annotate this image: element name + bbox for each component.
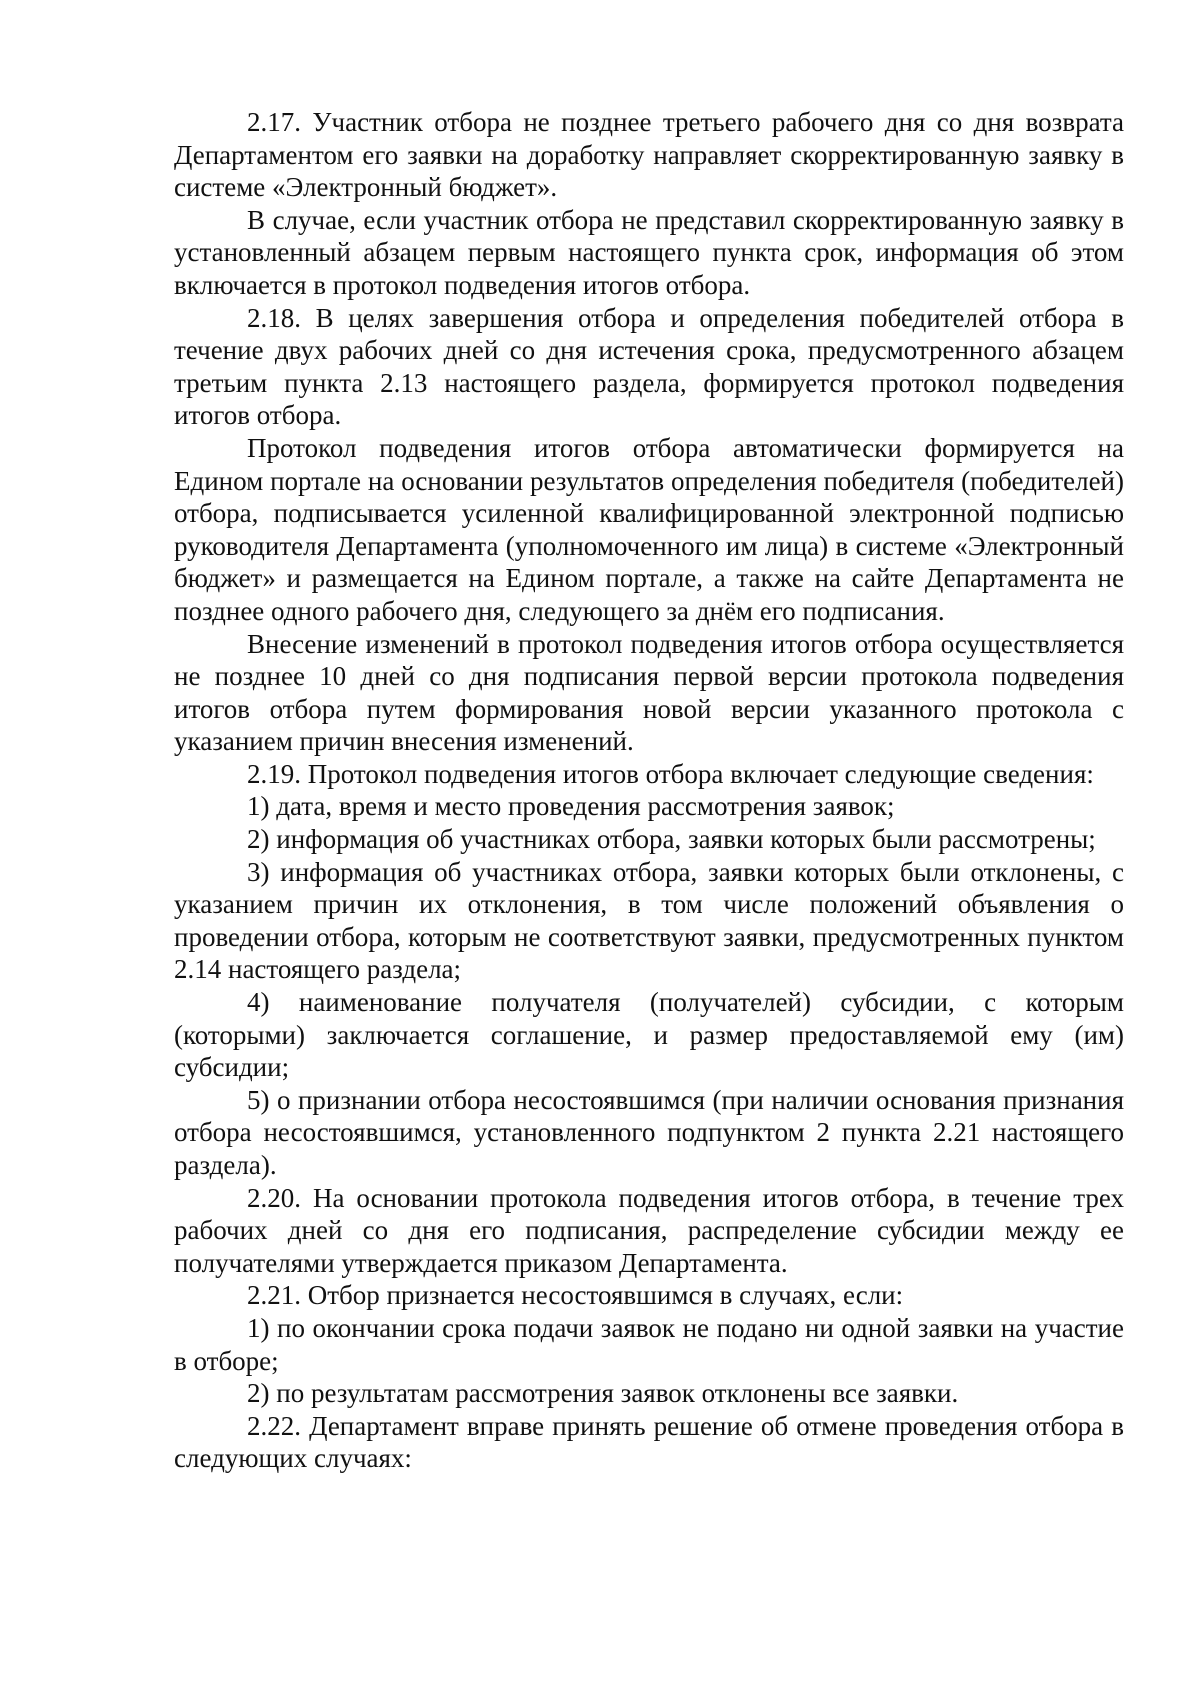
document-page xyxy=(174,106,1124,1475)
paragraph-2-19: 2.19. Протокол подведения итогов отбора включает следующие сведения: xyxy=(247,758,1094,789)
list-item-2-21-1: 1) по окончании срока подачи заявок не подано ни одной заявки на участие в отборе; xyxy=(174,1312,1124,1376)
paragraph-2-22: 2.22. Департамент вправе принять решение об отмене проведения отбора в следующих случаях: xyxy=(174,1410,1124,1474)
list-item-2-19-3: 3) информация об участниках отбора, заявки которых были отклонены, с указанием причин их отклонения, в том числе положений объявления о проведении отбора, которым не соответствуют заявки, предусмотренных пунктом 2.14 настоящего раздела; xyxy=(174,856,1124,985)
paragraph-2-21: 2.21. Отбор признается несостоявшимся в случаях, если: xyxy=(247,1280,904,1311)
list-item-2-19-4: 4) наименование получателя (получателей) субсидии, с которым (которыми) заключается соглашение, и размер предоставляемой ему (им) субсидии; xyxy=(174,987,1124,1083)
paragraph-2-20: 2.20. На основании протокола подведения итогов отбора, в течение трех рабочих дней со дня его подписания, распределение субсидии между ее получателями утверждается приказом Департамента. xyxy=(174,1182,1124,1278)
list-item-2-19-1: 1) дата, время и место проведения рассмотрения заявок; xyxy=(247,791,895,822)
list-item-2-19-2: 2) информация об участниках отбора, заявки которых были рассмотрены; xyxy=(247,824,1096,855)
paragraph-2-18: 2.18. В целях завершения отбора и определения победителей отбора в течение двух рабочих дней со дня истечения срока, предусмотренного абзацем третьим пункта 2.13 настоящего раздела, формируется протокол подведения итогов отбора. xyxy=(174,302,1124,431)
paragraph-2-18-protocol: Протокол подведения итогов отбора автоматически формируется на Едином портале на основании результатов определения победителя (победителей) отбора, подписывается усиленной квалифицированной электронной подписью руководителя Департамента (уполномоченного им лица) в системе «Электронный бюджет» и размещается на Едином портале, а также на сайте Департамента не позднее одного рабочего дня, следующего за днём его подписания. xyxy=(174,432,1124,626)
list-item-2-21-2: 2) по результатам рассмотрения заявок отклонены все заявки. xyxy=(247,1378,959,1409)
paragraph-2-17-resubmission: В случае, если участник отбора не представил скорректированную заявку в установленный абзацем первым настоящего пункта срок, информация об этом включается в протокол подведения итогов отбора. xyxy=(174,204,1124,300)
list-item-2-19-5: 5) о признании отбора несостоявшимся (при наличии основания признания отбора несостоявшимся, установленного подпунктом 2 пункта 2.21 настоящего раздела). xyxy=(174,1084,1124,1180)
paragraph-2-17: 2.17. Участник отбора не позднее третьего рабочего дня со дня возврата Департаментом его заявки на доработку направляет скорректированную заявку в системе «Электронный бюджет». xyxy=(174,107,1124,203)
paragraph-2-18-changes: Внесение изменений в протокол подведения итогов отбора осуществляется не позднее 10 дней со дня подписания первой версии протокола подведения итогов отбора путем формирования новой версии указанного протокола с указанием причин внесения изменений. xyxy=(174,628,1124,757)
